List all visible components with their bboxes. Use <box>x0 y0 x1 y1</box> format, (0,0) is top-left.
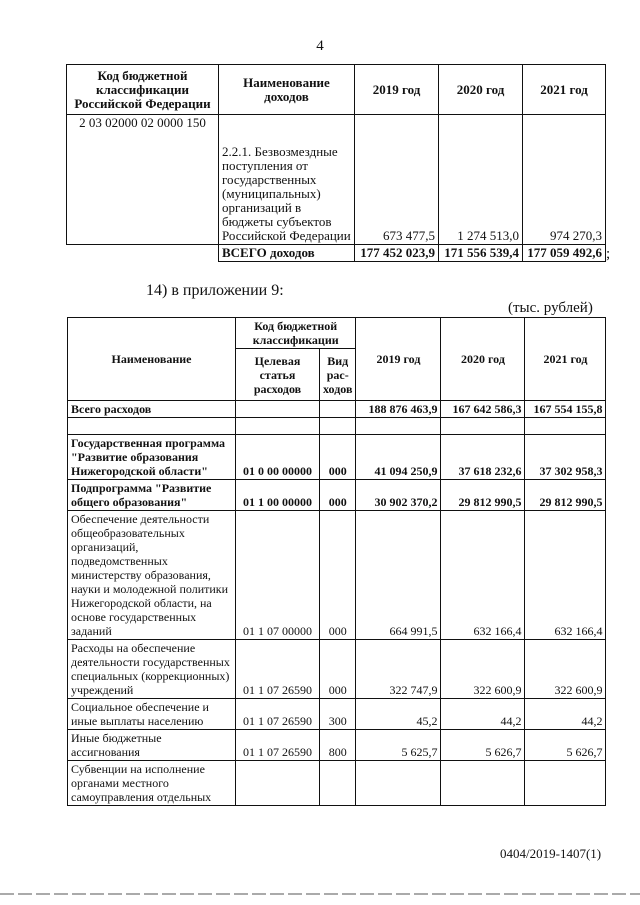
total-label: ВСЕГО доходов <box>219 245 355 262</box>
row-name: Обеспечение деятельности общеобразовательных организаций, подведомственных министерству образования, науки и молодежной политики Нижегородской области, на основе государственных заданий <box>68 511 236 640</box>
row-name: 2.2.1. Безвозмездные поступления от государственных (муниципальных) организаций в бюджеты субъектов Российской Федерации <box>219 115 355 245</box>
table-row <box>68 511 606 640</box>
row-name: Государственная программа "Развитие образования Нижегородской области" <box>68 435 236 480</box>
table-row <box>68 730 606 761</box>
row-2020: 1 274 513,0 <box>439 115 523 245</box>
table-row <box>68 435 606 480</box>
row-2020: 44,2 <box>441 699 525 730</box>
total-2021: 167 554 155,8 <box>525 401 606 418</box>
row-2020: 37 618 232,6 <box>441 435 525 480</box>
header-2021: 2021 год <box>525 318 606 401</box>
row-2021: 322 600,9 <box>525 640 606 699</box>
expense-table <box>67 317 606 806</box>
row-target <box>236 761 320 806</box>
total-row <box>68 401 606 418</box>
row-name: Субвенции на исполнение органами местного самоуправления отдельных <box>68 761 236 806</box>
row-2019: 5 625,7 <box>356 730 441 761</box>
header-2019: 2019 год <box>356 318 441 401</box>
row-2021: 974 270,3 <box>523 115 606 245</box>
row-name: Подпрограмма "Развитие общего образования" <box>68 480 236 511</box>
row-2019: 664 991,5 <box>356 511 441 640</box>
row-name: Иные бюджетные ассигнования <box>68 730 236 761</box>
row-type <box>320 761 356 806</box>
header-classification: Код бюджетной классификации <box>236 318 356 349</box>
row-2020: 322 600,9 <box>441 640 525 699</box>
row-type: 300 <box>320 699 356 730</box>
table-row <box>68 480 606 511</box>
row-2020: 29 812 990,5 <box>441 480 525 511</box>
row-2021: 37 302 958,3 <box>525 435 606 480</box>
header-2020: 2020 год <box>441 318 525 401</box>
table-row <box>68 699 606 730</box>
row-type: 800 <box>320 730 356 761</box>
row-target: 01 1 07 26590 <box>236 699 320 730</box>
row-2020: 632 166,4 <box>441 511 525 640</box>
row-target: 01 1 00 00000 <box>236 480 320 511</box>
row-2019: 30 902 370,2 <box>356 480 441 511</box>
row-code: 2 03 02000 02 0000 150 <box>67 115 219 245</box>
total-suffix: ; <box>606 246 611 262</box>
table-row <box>67 115 606 245</box>
header-name: Наименование доходов <box>219 65 355 115</box>
row-2021 <box>525 761 606 806</box>
header-2021: 2021 год <box>523 65 606 115</box>
header-target: Целевая статья расходов <box>236 349 320 401</box>
page-number: 4 <box>316 38 324 54</box>
total-2020: 171 556 539,4 <box>439 245 523 262</box>
row-type: 000 <box>320 511 356 640</box>
row-target: 01 1 07 26590 <box>236 730 320 761</box>
row-name: Социальное обеспечение и иные выплаты населению <box>68 699 236 730</box>
row-2020: 5 626,7 <box>441 730 525 761</box>
row-2021: 29 812 990,5 <box>525 480 606 511</box>
total-2019: 188 876 463,9 <box>356 401 441 418</box>
total-2020: 167 642 586,3 <box>441 401 525 418</box>
total-label: Всего расходов <box>68 401 236 418</box>
section-heading: 14) в приложении 9: <box>146 282 284 299</box>
table-row <box>68 761 606 806</box>
header-2020: 2020 год <box>439 65 523 115</box>
row-2021: 44,2 <box>525 699 606 730</box>
footer-code: 0404/2019-1407(1) <box>500 846 602 861</box>
row-2019 <box>356 761 441 806</box>
row-name: Расходы на обеспечение деятельности государственных специальных (коррекционных) учреждений <box>68 640 236 699</box>
table-row <box>68 640 606 699</box>
row-2021: 5 626,7 <box>525 730 606 761</box>
row-2021: 632 166,4 <box>525 511 606 640</box>
scan-edge <box>0 893 640 895</box>
header-code: Код бюджетной классификации Российской Федерации <box>67 65 219 115</box>
header-type: Вид рас-ходов <box>320 349 356 401</box>
units-label: (тыс. рублей) <box>508 300 593 316</box>
row-2019: 45,2 <box>356 699 441 730</box>
row-2019: 41 094 250,9 <box>356 435 441 480</box>
row-2020 <box>441 761 525 806</box>
row-2019: 322 747,9 <box>356 640 441 699</box>
row-type: 000 <box>320 480 356 511</box>
total-2021: 177 059 492,6 <box>523 245 606 262</box>
header-name: Наименование <box>68 318 236 401</box>
row-type: 000 <box>320 640 356 699</box>
header-2019: 2019 год <box>355 65 439 115</box>
row-2019: 673 477,5 <box>355 115 439 245</box>
income-table <box>66 64 606 262</box>
row-target: 01 1 07 26590 <box>236 640 320 699</box>
total-row <box>67 245 606 262</box>
row-type: 000 <box>320 435 356 480</box>
row-target: 01 0 00 00000 <box>236 435 320 480</box>
row-target: 01 1 07 00000 <box>236 511 320 640</box>
total-2019: 177 452 023,9 <box>355 245 439 262</box>
